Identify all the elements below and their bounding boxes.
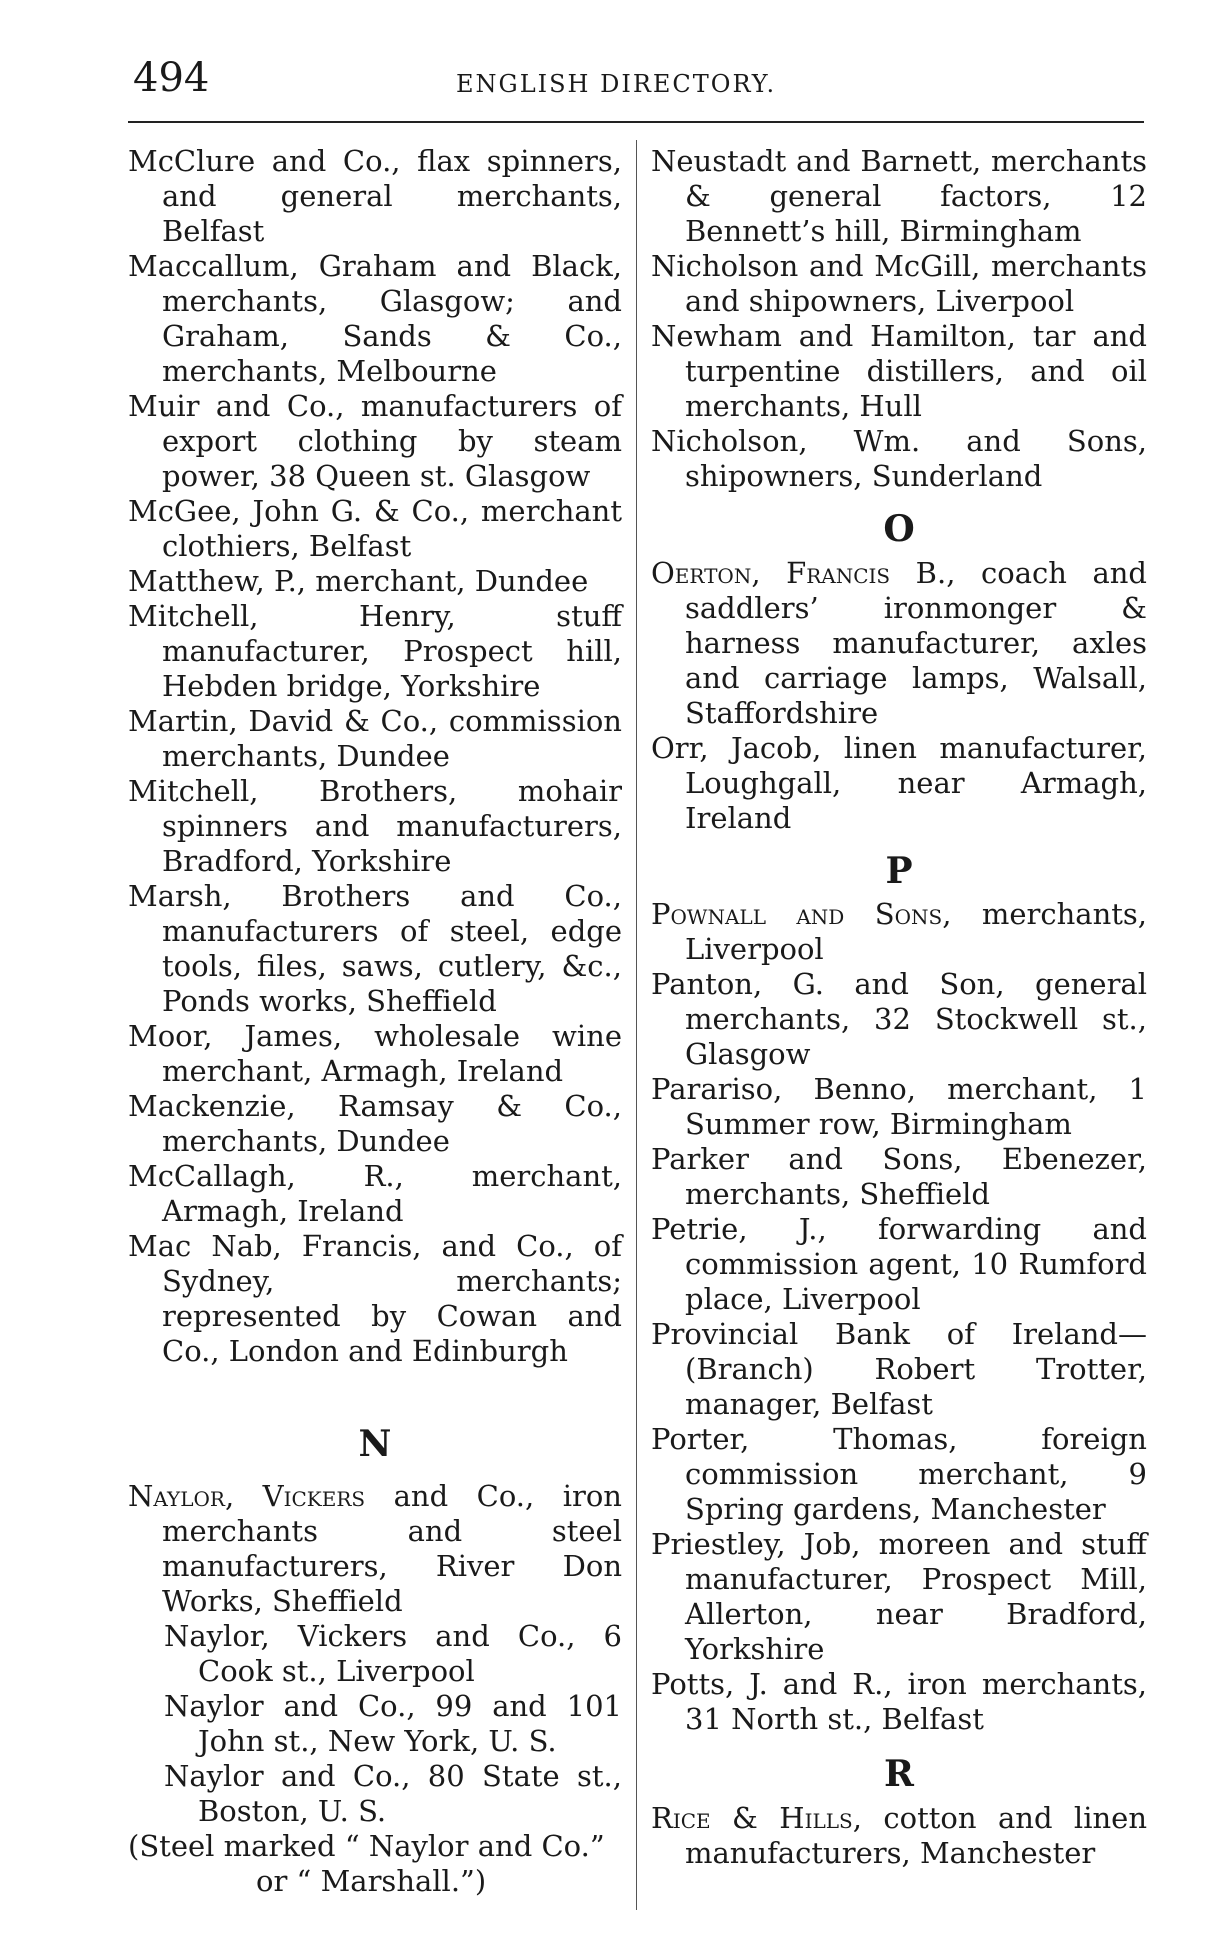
directory-entry: McClure and Co., flax spinners, and general merchants, Belfast bbox=[128, 144, 622, 248]
directory-entry-naylor bbox=[128, 1479, 622, 1619]
note-line-1: (Steel marked “ Naylor and Co.” bbox=[128, 1828, 605, 1863]
page-number: 494 bbox=[133, 55, 210, 101]
directory-entry: Mac Nab, Francis, and Co., of Sydney, merchants; represented by Cowan and Co., London and Edinburgh bbox=[128, 1229, 622, 1368]
directory-entry-rice bbox=[651, 1801, 1147, 1871]
directory-entry: Nicholson, Wm. and Sons, shipowners, Sunderland bbox=[651, 424, 1147, 493]
running-head-title: ENGLISH DIRECTORY. bbox=[456, 70, 777, 98]
column-divider bbox=[636, 140, 637, 1910]
entry-name: Oerton, Francis B. bbox=[651, 555, 947, 590]
right-column bbox=[651, 144, 1147, 1871]
directory-entry: Matthew, P., merchant, Dundee bbox=[128, 564, 589, 598]
directory-entry: Porter, Thomas, foreign commission merchant, 9 Spring gardens, Manchester bbox=[651, 1422, 1147, 1527]
entry-text: , coach and saddlers’ ironmonger & harness manufacturer, axles and carriage lamps, Walsall, Staffordshire bbox=[685, 555, 1147, 730]
directory-entry-pownall bbox=[651, 897, 1147, 967]
section-letter-r: R bbox=[884, 1753, 914, 1796]
directory-entry: Petrie, J., forwarding and commission agent, 10 Rumford place, Liverpool bbox=[651, 1212, 1147, 1317]
directory-entry: Newham and Hamilton, tar and turpentine distillers, and oil merchants, Hull bbox=[651, 319, 1147, 423]
directory-entry: Mitchell, Brothers, mohair spinners and manufacturers, Bradford, Yorkshire bbox=[128, 774, 622, 878]
entries-m bbox=[128, 144, 622, 1369]
directory-entry: Potts, J. and R., iron merchants, 31 North st., Belfast bbox=[651, 1667, 1147, 1737]
entry-text: , cotton and linen manufacturers, Manchester bbox=[685, 1800, 1148, 1870]
directory-entry: Muir and Co., manufacturers of export clothing by steam power, 38 Queen st. Glasgow bbox=[128, 389, 622, 493]
directory-entry: Maccallum, Graham and Black, merchants, Glasgow; and Graham, Sands & Co., merchants, Melbourne bbox=[128, 249, 622, 388]
directory-entry: Nicholson and McGill, merchants and shipowners, Liverpool bbox=[651, 249, 1147, 318]
entry-text: , merchants, Liverpool bbox=[685, 897, 1147, 967]
section-letter-p: P bbox=[885, 849, 913, 892]
directory-entry: Moor, James, wholesale wine merchant, Armagh, Ireland bbox=[128, 1019, 622, 1088]
directory-sub-entry: Naylor and Co., 80 State st., Boston, U. S. bbox=[164, 1758, 622, 1828]
directory-sub-entry: Naylor and Co., 99 and 101 John st., New York, U. S. bbox=[164, 1688, 622, 1758]
section-letter-n: N bbox=[358, 1423, 392, 1465]
section-letter-o: O bbox=[883, 508, 915, 550]
directory-entry-oerton bbox=[651, 556, 1147, 731]
directory-entry: Marsh, Brothers and Co., manufacturers of steel, edge tools, files, saws, cutlery, &c., Ponds works, Sheffield bbox=[128, 879, 622, 1018]
directory-entry: Parariso, Benno, merchant, 1 Summer row, Birmingham bbox=[651, 1072, 1147, 1142]
steel-mark-note bbox=[128, 1829, 622, 1899]
left-column bbox=[128, 144, 622, 1899]
directory-sub-entry: Naylor, Vickers and Co., 6 Cook st., Liverpool bbox=[164, 1618, 622, 1688]
directory-entry: Orr, Jacob, linen manufacturer, Loughgall, near Armagh, Ireland bbox=[651, 730, 1147, 835]
entry-text: and Co., iron merchants and steel manufacturers, River Don Works, Sheffield bbox=[162, 1478, 622, 1618]
directory-entry: Parker and Sons, Ebenezer, merchants, Sheffield bbox=[651, 1142, 1147, 1212]
directory-entry: McCallagh, R., merchant, Armagh, Ireland bbox=[128, 1159, 622, 1228]
entry-name: Naylor, Vickers bbox=[128, 1478, 366, 1513]
directory-entry: McGee, John G. & Co., merchant clothiers, Belfast bbox=[128, 494, 622, 563]
directory-entry: Provincial Bank of Ireland—(Branch) Robert Trotter, manager, Belfast bbox=[651, 1317, 1147, 1422]
directory-entry: Mackenzie, Ramsay & Co., merchants, Dundee bbox=[128, 1089, 622, 1158]
note-line-2: or “ Marshall.”) bbox=[256, 1863, 487, 1898]
directory-entry: Panton, G. and Son, general merchants, 32 Stockwell st., Glasgow bbox=[651, 967, 1147, 1072]
directory-entry: Neustadt and Barnett, merchants & general factors, 12 Bennett’s hill, Birmingham bbox=[651, 144, 1147, 248]
directory-entry: Mitchell, Henry, stuff manufacturer, Prospect hill, Hebden bridge, Yorkshire bbox=[128, 599, 622, 703]
directory-entry: Priestley, Job, moreen and stuff manufacturer, Prospect Mill, Allerton, near Bradford, Yorkshire bbox=[651, 1527, 1147, 1667]
entry-name: Pownall and Sons bbox=[651, 897, 943, 932]
header-rule bbox=[128, 121, 1144, 123]
entry-name: Rice & Hills bbox=[651, 1800, 853, 1835]
directory-entry: Martin, David & Co., commission merchants, Dundee bbox=[128, 704, 622, 773]
